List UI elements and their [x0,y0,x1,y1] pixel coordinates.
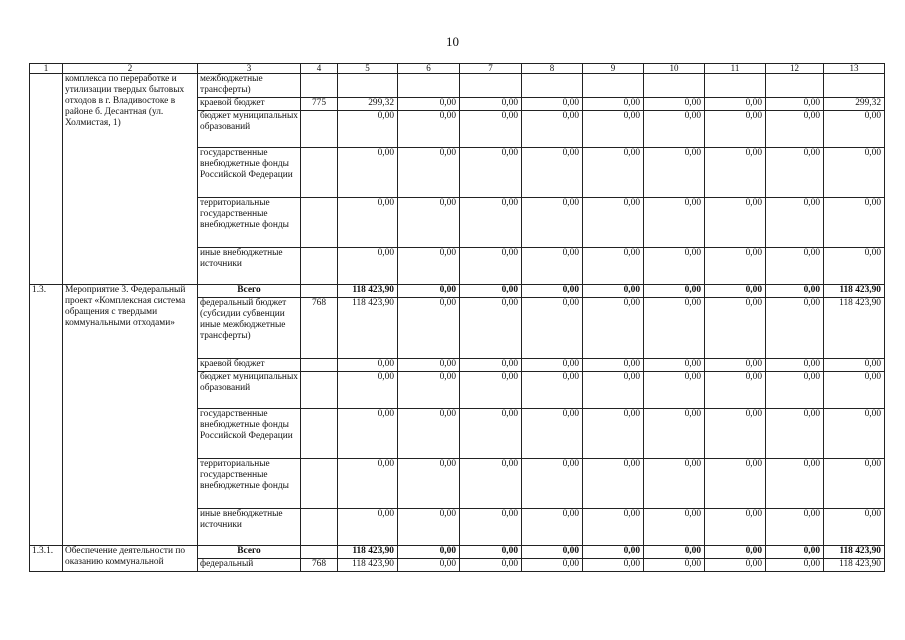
value-col-13: 0,00 [824,111,885,148]
value-col-10: 0,00 [644,98,705,111]
value-col-6: 0,00 [398,372,460,409]
value-col-11 [705,74,766,98]
value-col-11: 0,00 [705,509,766,546]
funding-source: федеральный [198,559,301,572]
value-col-11: 0,00 [705,285,766,298]
value-col-13: 118 423,90 [824,298,885,359]
value-col-8: 0,00 [522,546,583,559]
col-number: 7 [460,64,522,74]
value-col-13: 118 423,90 [824,285,885,298]
funding-source: территориальные государственные внебюджетные фонды [198,198,301,248]
value-col-11: 0,00 [705,409,766,459]
kbk-code [301,546,338,559]
value-col-9 [583,74,644,98]
value-col-12: 0,00 [766,459,824,509]
value-col-6: 0,00 [398,198,460,248]
value-col-12: 0,00 [766,359,824,372]
value-col-10: 0,00 [644,509,705,546]
value-col-12: 0,00 [766,559,824,572]
kbk-code [301,409,338,459]
value-col-6: 0,00 [398,285,460,298]
col-number: 6 [398,64,460,74]
value-col-10: 0,00 [644,372,705,409]
value-col-11: 0,00 [705,298,766,359]
value-col-8: 0,00 [522,359,583,372]
value-col-6 [398,74,460,98]
value-col-12: 0,00 [766,198,824,248]
value-col-6: 0,00 [398,98,460,111]
col-number: 2 [63,64,198,74]
value-col-13: 0,00 [824,459,885,509]
value-col-11: 0,00 [705,559,766,572]
kbk-code [301,285,338,298]
value-col-8: 0,00 [522,298,583,359]
value-col-10: 0,00 [644,111,705,148]
value-col-13: 0,00 [824,148,885,198]
value-col-9: 0,00 [583,409,644,459]
col-number: 9 [583,64,644,74]
value-col-10 [644,74,705,98]
value-col-13: 0,00 [824,198,885,248]
value-col-11: 0,00 [705,359,766,372]
value-col-9: 0,00 [583,248,644,285]
kbk-code [301,74,338,98]
table-body [30,64,885,572]
activity-name: Мероприятие 3. Федеральный проект «Комплексная система обращения с твердыми коммунальными отходами» [63,285,198,546]
col-number: 3 [198,64,301,74]
budget-table [29,63,885,572]
page-number: 10 [446,34,459,49]
value-col-6: 0,00 [398,459,460,509]
funding-source: бюджет муниципальных образований [198,111,301,148]
value-col-8: 0,00 [522,148,583,198]
value-col-10: 0,00 [644,359,705,372]
activity-name: Обеспечение деятельности по оказанию коммунальной [63,546,198,572]
value-col-5: 299,32 [338,98,398,111]
value-col-7: 0,00 [460,372,522,409]
funding-source: краевой бюджет [198,359,301,372]
value-col-13: 118 423,90 [824,559,885,572]
kbk-code [301,248,338,285]
col-number: 8 [522,64,583,74]
value-col-8: 0,00 [522,459,583,509]
value-col-12: 0,00 [766,409,824,459]
funding-source: территориальные государственные внебюджетные фонды [198,459,301,509]
value-col-6: 0,00 [398,148,460,198]
funding-source: Всего [198,546,301,559]
row-number: 1.3. [30,285,63,546]
value-col-7: 0,00 [460,198,522,248]
value-col-11: 0,00 [705,198,766,248]
value-col-5: 0,00 [338,409,398,459]
value-col-9: 0,00 [583,148,644,198]
value-col-10: 0,00 [644,409,705,459]
value-col-10: 0,00 [644,198,705,248]
col-number: 1 [30,64,63,74]
value-col-11: 0,00 [705,148,766,198]
row-number: 1.3.1. [30,546,63,572]
value-col-8: 0,00 [522,248,583,285]
value-col-7: 0,00 [460,559,522,572]
value-col-11: 0,00 [705,546,766,559]
value-col-6: 0,00 [398,409,460,459]
funding-source: межбюджетные трансферты) [198,74,301,98]
funding-source: Всего [198,285,301,298]
value-col-6: 0,00 [398,248,460,285]
kbk-code: 775 [301,98,338,111]
value-col-13: 0,00 [824,359,885,372]
value-col-7: 0,00 [460,546,522,559]
table-row [30,285,885,298]
value-col-8: 0,00 [522,409,583,459]
value-col-12: 0,00 [766,546,824,559]
value-col-9: 0,00 [583,298,644,359]
value-col-13: 0,00 [824,509,885,546]
kbk-code [301,509,338,546]
value-col-13: 0,00 [824,248,885,285]
kbk-code [301,148,338,198]
value-col-8: 0,00 [522,372,583,409]
value-col-6: 0,00 [398,509,460,546]
value-col-6: 0,00 [398,359,460,372]
value-col-9: 0,00 [583,372,644,409]
value-col-8: 0,00 [522,559,583,572]
value-col-8: 0,00 [522,285,583,298]
value-col-10: 0,00 [644,248,705,285]
col-number: 10 [644,64,705,74]
value-col-5: 0,00 [338,111,398,148]
value-col-10: 0,00 [644,148,705,198]
value-col-9: 0,00 [583,359,644,372]
funding-source: бюджет муниципальных образований [198,372,301,409]
col-number: 13 [824,64,885,74]
kbk-code [301,111,338,148]
value-col-5: 0,00 [338,509,398,546]
value-col-6: 0,00 [398,111,460,148]
value-col-11: 0,00 [705,98,766,111]
col-number: 5 [338,64,398,74]
value-col-7: 0,00 [460,298,522,359]
value-col-5: 0,00 [338,459,398,509]
funding-source: краевой бюджет [198,98,301,111]
value-col-11: 0,00 [705,248,766,285]
funding-source: государственные внебюджетные фонды Российской Федерации [198,148,301,198]
value-col-11: 0,00 [705,459,766,509]
value-col-5: 118 423,90 [338,298,398,359]
value-col-10: 0,00 [644,459,705,509]
value-col-10: 0,00 [644,298,705,359]
value-col-9: 0,00 [583,285,644,298]
header-row [30,64,885,74]
value-col-9: 0,00 [583,198,644,248]
value-col-7: 0,00 [460,111,522,148]
value-col-8: 0,00 [522,198,583,248]
value-col-10: 0,00 [644,546,705,559]
value-col-9: 0,00 [583,559,644,572]
value-col-5: 118 423,90 [338,559,398,572]
value-col-12: 0,00 [766,98,824,111]
value-col-12: 0,00 [766,285,824,298]
col-number: 12 [766,64,824,74]
value-col-10: 0,00 [644,559,705,572]
value-col-9: 0,00 [583,509,644,546]
value-col-9: 0,00 [583,546,644,559]
value-col-12: 0,00 [766,111,824,148]
value-col-13: 0,00 [824,372,885,409]
value-col-7: 0,00 [460,409,522,459]
value-col-11: 0,00 [705,372,766,409]
table-row [30,546,885,559]
value-col-8: 0,00 [522,98,583,111]
value-col-10: 0,00 [644,285,705,298]
kbk-code: 768 [301,298,338,359]
value-col-6: 0,00 [398,298,460,359]
value-col-5: 0,00 [338,359,398,372]
value-col-12: 0,00 [766,298,824,359]
funding-source: иные внебюджетные источники [198,509,301,546]
value-col-8 [522,74,583,98]
value-col-7: 0,00 [460,359,522,372]
value-col-5: 0,00 [338,148,398,198]
value-col-7: 0,00 [460,148,522,198]
value-col-7 [460,74,522,98]
value-col-5: 0,00 [338,248,398,285]
value-col-11: 0,00 [705,111,766,148]
value-col-12: 0,00 [766,372,824,409]
value-col-7: 0,00 [460,459,522,509]
funding-source: государственные внебюджетные фонды Российской Федерации [198,409,301,459]
value-col-7: 0,00 [460,98,522,111]
value-col-9: 0,00 [583,459,644,509]
value-col-6: 0,00 [398,546,460,559]
value-col-5: 0,00 [338,372,398,409]
kbk-code: 768 [301,559,338,572]
kbk-code [301,198,338,248]
row-number [30,74,63,285]
value-col-5 [338,74,398,98]
value-col-5: 0,00 [338,198,398,248]
col-number: 11 [705,64,766,74]
kbk-code [301,372,338,409]
funding-source: иные внебюджетные источники [198,248,301,285]
value-col-12: 0,00 [766,248,824,285]
value-col-5: 118 423,90 [338,546,398,559]
kbk-code [301,459,338,509]
table-row [30,74,885,98]
activity-name: комплекса по переработке и утилизации твердых бытовых отходов в г. Владивостоке в районе б. Десантная (ул. Холмистая, 1) [63,74,198,285]
value-col-13: 299,32 [824,98,885,111]
funding-source: федеральный бюджет (субсидии субвенции иные межбюджетные трансферты) [198,298,301,359]
value-col-8: 0,00 [522,509,583,546]
kbk-code [301,359,338,372]
col-number: 4 [301,64,338,74]
value-col-6: 0,00 [398,559,460,572]
value-col-7: 0,00 [460,509,522,546]
value-col-12 [766,74,824,98]
value-col-5: 118 423,90 [338,285,398,298]
value-col-7: 0,00 [460,285,522,298]
value-col-13: 0,00 [824,409,885,459]
value-col-8: 0,00 [522,111,583,148]
value-col-9: 0,00 [583,98,644,111]
value-col-13 [824,74,885,98]
value-col-12: 0,00 [766,509,824,546]
value-col-7: 0,00 [460,248,522,285]
value-col-12: 0,00 [766,148,824,198]
value-col-9: 0,00 [583,111,644,148]
value-col-13: 118 423,90 [824,546,885,559]
